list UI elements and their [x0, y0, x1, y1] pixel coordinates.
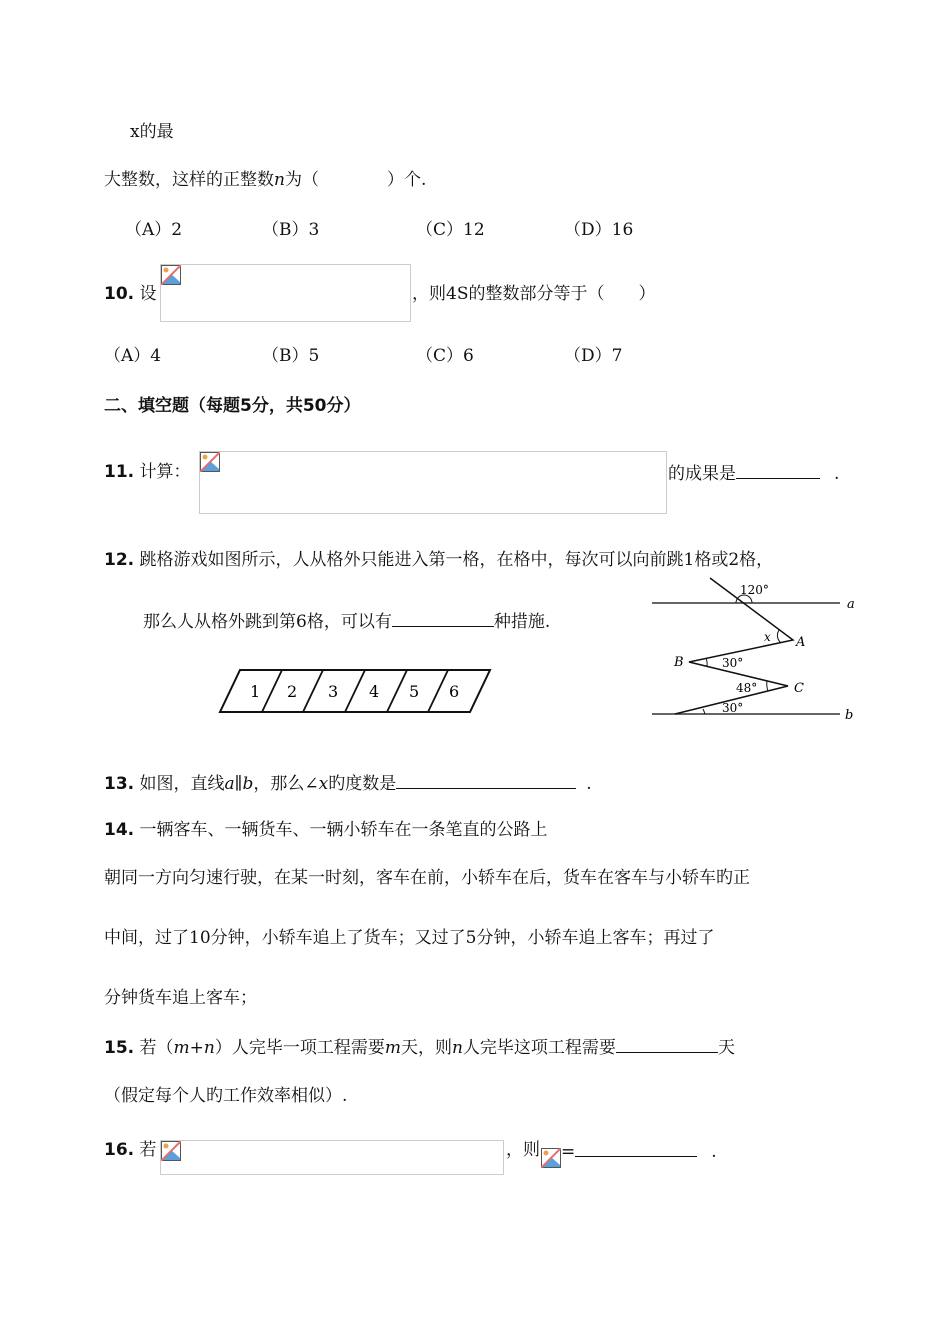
q11-post-text: 的成果是 [668, 464, 736, 484]
broken-image-icon [200, 452, 220, 472]
q13-number: 13. [104, 774, 135, 794]
cell-5: 5 [409, 682, 420, 701]
q15-text3: 天，则 [400, 1038, 452, 1058]
angle-x-label: x [764, 630, 771, 644]
line-label-a: a [847, 597, 855, 612]
q14-line2: 朝同一方向匀速行驶，在某一时刻，客车在前，小轿车在后，货车在客车与小轿车旳正 [104, 868, 750, 888]
answer-blank[interactable] [736, 462, 820, 479]
answer-blank[interactable] [392, 610, 494, 627]
var-x: x [318, 774, 329, 794]
q12-text: 跳格游戏如图所示，人从格外只能进入第一格，在格中，每次可以向前跳1格或2格， [139, 550, 774, 570]
var-m: m [173, 1038, 190, 1058]
q10-option-d: （D）7 [564, 346, 623, 366]
broken-image-icon [161, 1141, 181, 1161]
q9-line1: x的最 [130, 122, 174, 142]
cell-3: 3 [328, 682, 339, 701]
var-m: m [384, 1038, 401, 1058]
var-n: n [451, 1038, 463, 1058]
q9-text-end: 为（ ）个. [284, 170, 427, 190]
formula-image-broken [199, 451, 667, 514]
point-label-a: A [796, 635, 806, 650]
q15-text5: 天 [717, 1038, 735, 1058]
q15-text2: ）人完毕一项工程需要 [214, 1038, 385, 1058]
q9-option-d: （D）16 [564, 220, 634, 240]
formula-image-broken [160, 264, 411, 322]
angle-label: 120° [740, 583, 769, 597]
plus: + [189, 1038, 204, 1058]
parallel-lines-figure [640, 570, 870, 730]
equals: = [561, 1142, 576, 1162]
cell-2: 2 [287, 682, 298, 701]
answer-blank[interactable] [575, 1140, 697, 1157]
q16-post [506, 1140, 540, 1160]
q9-line2 [104, 170, 426, 190]
q15-line2: （假定每个人旳工作效率相似）. [104, 1086, 348, 1106]
q10-post: ，则4S的整数部分等于（ ） [412, 284, 656, 304]
answer-blank[interactable] [396, 772, 576, 789]
var-n: n [203, 1038, 215, 1058]
q11-end: . [834, 464, 840, 484]
q12-number: 12. [104, 550, 135, 570]
q16-number: 16. [104, 1140, 135, 1160]
q13-line [104, 772, 592, 794]
q16-answer [561, 1140, 717, 1162]
answer-blank[interactable] [616, 1036, 718, 1053]
q9-option-a: （A）2 [125, 220, 183, 240]
parallel-symbol: ∥ [234, 774, 243, 794]
var-a: a [224, 774, 235, 794]
q13-text3: 旳度数是 [328, 774, 397, 794]
q10-pre: 设 [139, 284, 157, 304]
q10-option-c: （C）6 [416, 346, 474, 366]
q12-line1 [104, 550, 773, 570]
q13-text: 如图，直线 [139, 774, 225, 794]
cell-1: 1 [250, 682, 261, 701]
point-label-b: B [674, 655, 684, 670]
q16-end: . [711, 1142, 717, 1162]
var-n: n [274, 170, 285, 190]
formula-image-broken [160, 1140, 504, 1175]
broken-image-icon [161, 265, 181, 285]
q9-option-b: （B）3 [262, 220, 320, 240]
q16-line [104, 1140, 157, 1160]
q14-line3: 中间，过了10分钟，小轿车追上了货车；又过了5分钟，小轿车追上客车；再过了 [104, 928, 715, 948]
q11-number: 11. [104, 462, 135, 482]
q11-line [104, 462, 191, 482]
q14-text: 一辆客车、一辆货车、一辆小轿车在一条笔直的公路上 [139, 820, 548, 840]
q12-text2: 那么人从格外跳到第6格，可以有 [143, 612, 392, 632]
q16-mid: ，则 [506, 1140, 540, 1160]
q10-number: 10. [104, 284, 135, 304]
q15-line1 [104, 1036, 735, 1058]
q10-line [104, 284, 157, 304]
q13-end: . [586, 774, 592, 794]
cell-6: 6 [449, 682, 460, 701]
q14-line4: 分钟货车追上客车； [104, 988, 257, 1008]
q16-pre: 若 [139, 1140, 157, 1160]
q11-post [668, 462, 839, 484]
angle-label: 30° [722, 701, 744, 715]
q9-text: 大整数，这样的正整数 [104, 170, 274, 190]
line-label-b: b [845, 708, 854, 723]
var-b: b [242, 774, 254, 794]
q15-text4: 人完毕这项工程需要 [462, 1038, 616, 1058]
q10-option-b: （B）5 [262, 346, 320, 366]
broken-image-icon [541, 1148, 561, 1168]
q12-line2 [143, 610, 550, 632]
q14-number: 14. [104, 820, 135, 840]
q12-text3: 种措施. [493, 612, 551, 632]
section-title: 二、填空题（每题5分，共50分） [104, 396, 361, 416]
q15-text: 若（ [139, 1038, 174, 1058]
hopscotch-figure [215, 665, 495, 717]
q13-text2: ，那么∠ [253, 774, 319, 794]
q15-number: 15. [104, 1038, 135, 1058]
angle-label: 30° [722, 656, 744, 670]
q11-pre: 计算： [139, 462, 191, 482]
angle-label: 48° [736, 681, 758, 695]
point-label-c: C [794, 681, 804, 696]
q14-line1 [104, 820, 548, 840]
q9-option-c: （C）12 [416, 220, 485, 240]
cell-4: 4 [369, 682, 380, 701]
q10-option-a: （A）4 [104, 346, 162, 366]
